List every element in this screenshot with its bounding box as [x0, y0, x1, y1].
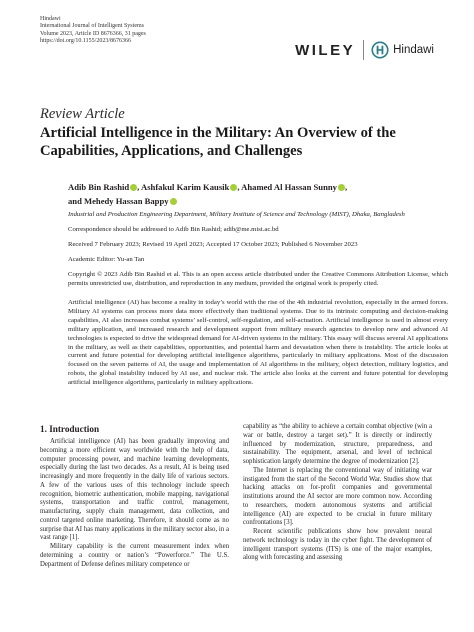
paragraph: The Internet is replacing the conventional way of initiating war instigated from the start of the Second World War. Studies show that hacking attacks on for-profit companies and governmental institutions around the AI sector are more common now. According to researchers, modern autonomous systems and artificial intelligence (AI) are expected to be crucial in future military confrontations [3]. [243, 466, 432, 527]
paragraph: Recent scientific publications show how prevalent neural network technology is today in the cyber fight. The development of intelligent transport systems (ITS) is one of the major examples, along with forecasting and assessing [243, 528, 432, 562]
orcid-icon[interactable] [230, 184, 237, 191]
volume-line: Volume 2023, Article ID 8676366, 31 pages [40, 30, 146, 37]
hindawi-logo-icon [371, 41, 389, 59]
logo-divider [363, 40, 364, 60]
paragraph: Artificial intelligence (AI) has been gradually improving and becoming a more efficient way worldwide with the help of data, computer processing power, and machine learning developments, especially during the last two decades. As a result, AI is being used increasingly and more frequently in the daily life of various sectors. A few of the various uses of this technology include speech recognition, biometric authentication, mobile mapping, navigational systems, transportation and traffic control, management, manufacturing, supply chain management, data collection, and control targeted online marketing. Therefore, it should come as no surprise that AI has many applications in the military sector also, in a vast range [1]. [40, 438, 229, 542]
publisher-logos [295, 40, 434, 60]
abstract: Artificial intelligence (AI) has become a reality in today’s world with the rise of the 4th industrial revolution, especially in the armed forces. Military AI systems can process more data more effectively than traditional systems. Due to its intrinsic computing and decision-making capabilities, AI also increases combat systems’ self-control, self-regulation, and self-actuation. Artificial intelligence is used in almost every military application, and increased research and development support from military research agencies to develop new and advanced AI technologies is expected to drive the widespread demand for AI-driven systems in the military. This essay will discuss several AI applications in the military, as well as their capabilities, opportunities, and potential harm and devastation when there is instability. The article looks at current and future potential for developing artificial intelligence algorithms, particularly in military applications. Most of the discussion focused on the seven patterns of AI, the usage and implementation of AI algorithms in the military, object detection, military logistics, and robots, the global instability induced by AI use, and nuclear risk. The article also looks at the current and future potential for developing artificial intelligence algorithms, particularly in military applications. [68, 299, 448, 387]
academic-editor: Academic Editor: Yu-an Tan [68, 256, 145, 263]
orcid-icon[interactable] [338, 184, 345, 191]
copyright-notice: Copyright © 2023 Adib Bin Rashid et al. This is an open access article distributed under the Creative Commons Attribution License, which permits unrestricted use, distribution, and reproduction in any medium, provided the original work is properly cited. [68, 271, 448, 287]
author-name[interactable]: and Mehedy Hassan Bappy [68, 196, 169, 206]
author-list: Adib Bin Rashid , Ashfakul Karim Kausik , Ahamed Al Hassan Sunny , and Mehedy Hassan Bappy [68, 182, 348, 206]
publisher-name: Hindawi [40, 16, 61, 22]
journal-header-meta [40, 16, 146, 46]
paragraph: Military capability is the current measurement index when determining a country or nation’s “Powerforce.” The U.S. Department of Defense defines military competence or [40, 543, 229, 568]
correspondence: Correspondence should be addressed to Adib Bin Rashid; adib@me.mist.ac.bd [68, 226, 279, 233]
hindawi-logo-text: Hindawi [393, 44, 434, 56]
section-heading: 1. Introduction [40, 424, 100, 434]
affiliation: Industrial and Production Engineering Department, Military Institute of Science and Technology (MIST), Dhaka, Bangladesh [68, 211, 405, 218]
orcid-icon[interactable] [130, 184, 137, 191]
author-name[interactable]: Ashfakul Karim Kausik [140, 182, 230, 192]
author-name[interactable]: Ahamed Al Hassan Sunny [241, 182, 337, 192]
article-type: Review Article [40, 106, 125, 122]
doi-link[interactable]: https://doi.org/10.1155/2023/8676366 [40, 38, 132, 45]
orcid-icon[interactable] [170, 198, 177, 205]
paragraph: capability as “the ability to achieve a certain combat objective (win a war or battle, destroy a target set).” It is directly or indirectly influenced by modernization, structure, preparedness, and sustainability. The equipment, arsenal, and level of technical sophistication largely determine the degree of modernization [2]. [243, 423, 432, 465]
journal-name: International Journal of Intelligent Systems [40, 23, 144, 30]
author-name[interactable]: Adib Bin Rashid [68, 182, 130, 192]
body-column-left [40, 438, 229, 569]
article-title: Artificial Intelligence in the Military: An Overview of the Capabilities, Applications, and Challenges [40, 125, 396, 159]
wiley-logo: WILEY [295, 41, 356, 59]
publication-dates: Received 7 February 2023; Revised 19 April 2023; Accepted 17 October 2023; Published 6 November 2023 [68, 241, 358, 248]
body-column-right [243, 423, 432, 563]
